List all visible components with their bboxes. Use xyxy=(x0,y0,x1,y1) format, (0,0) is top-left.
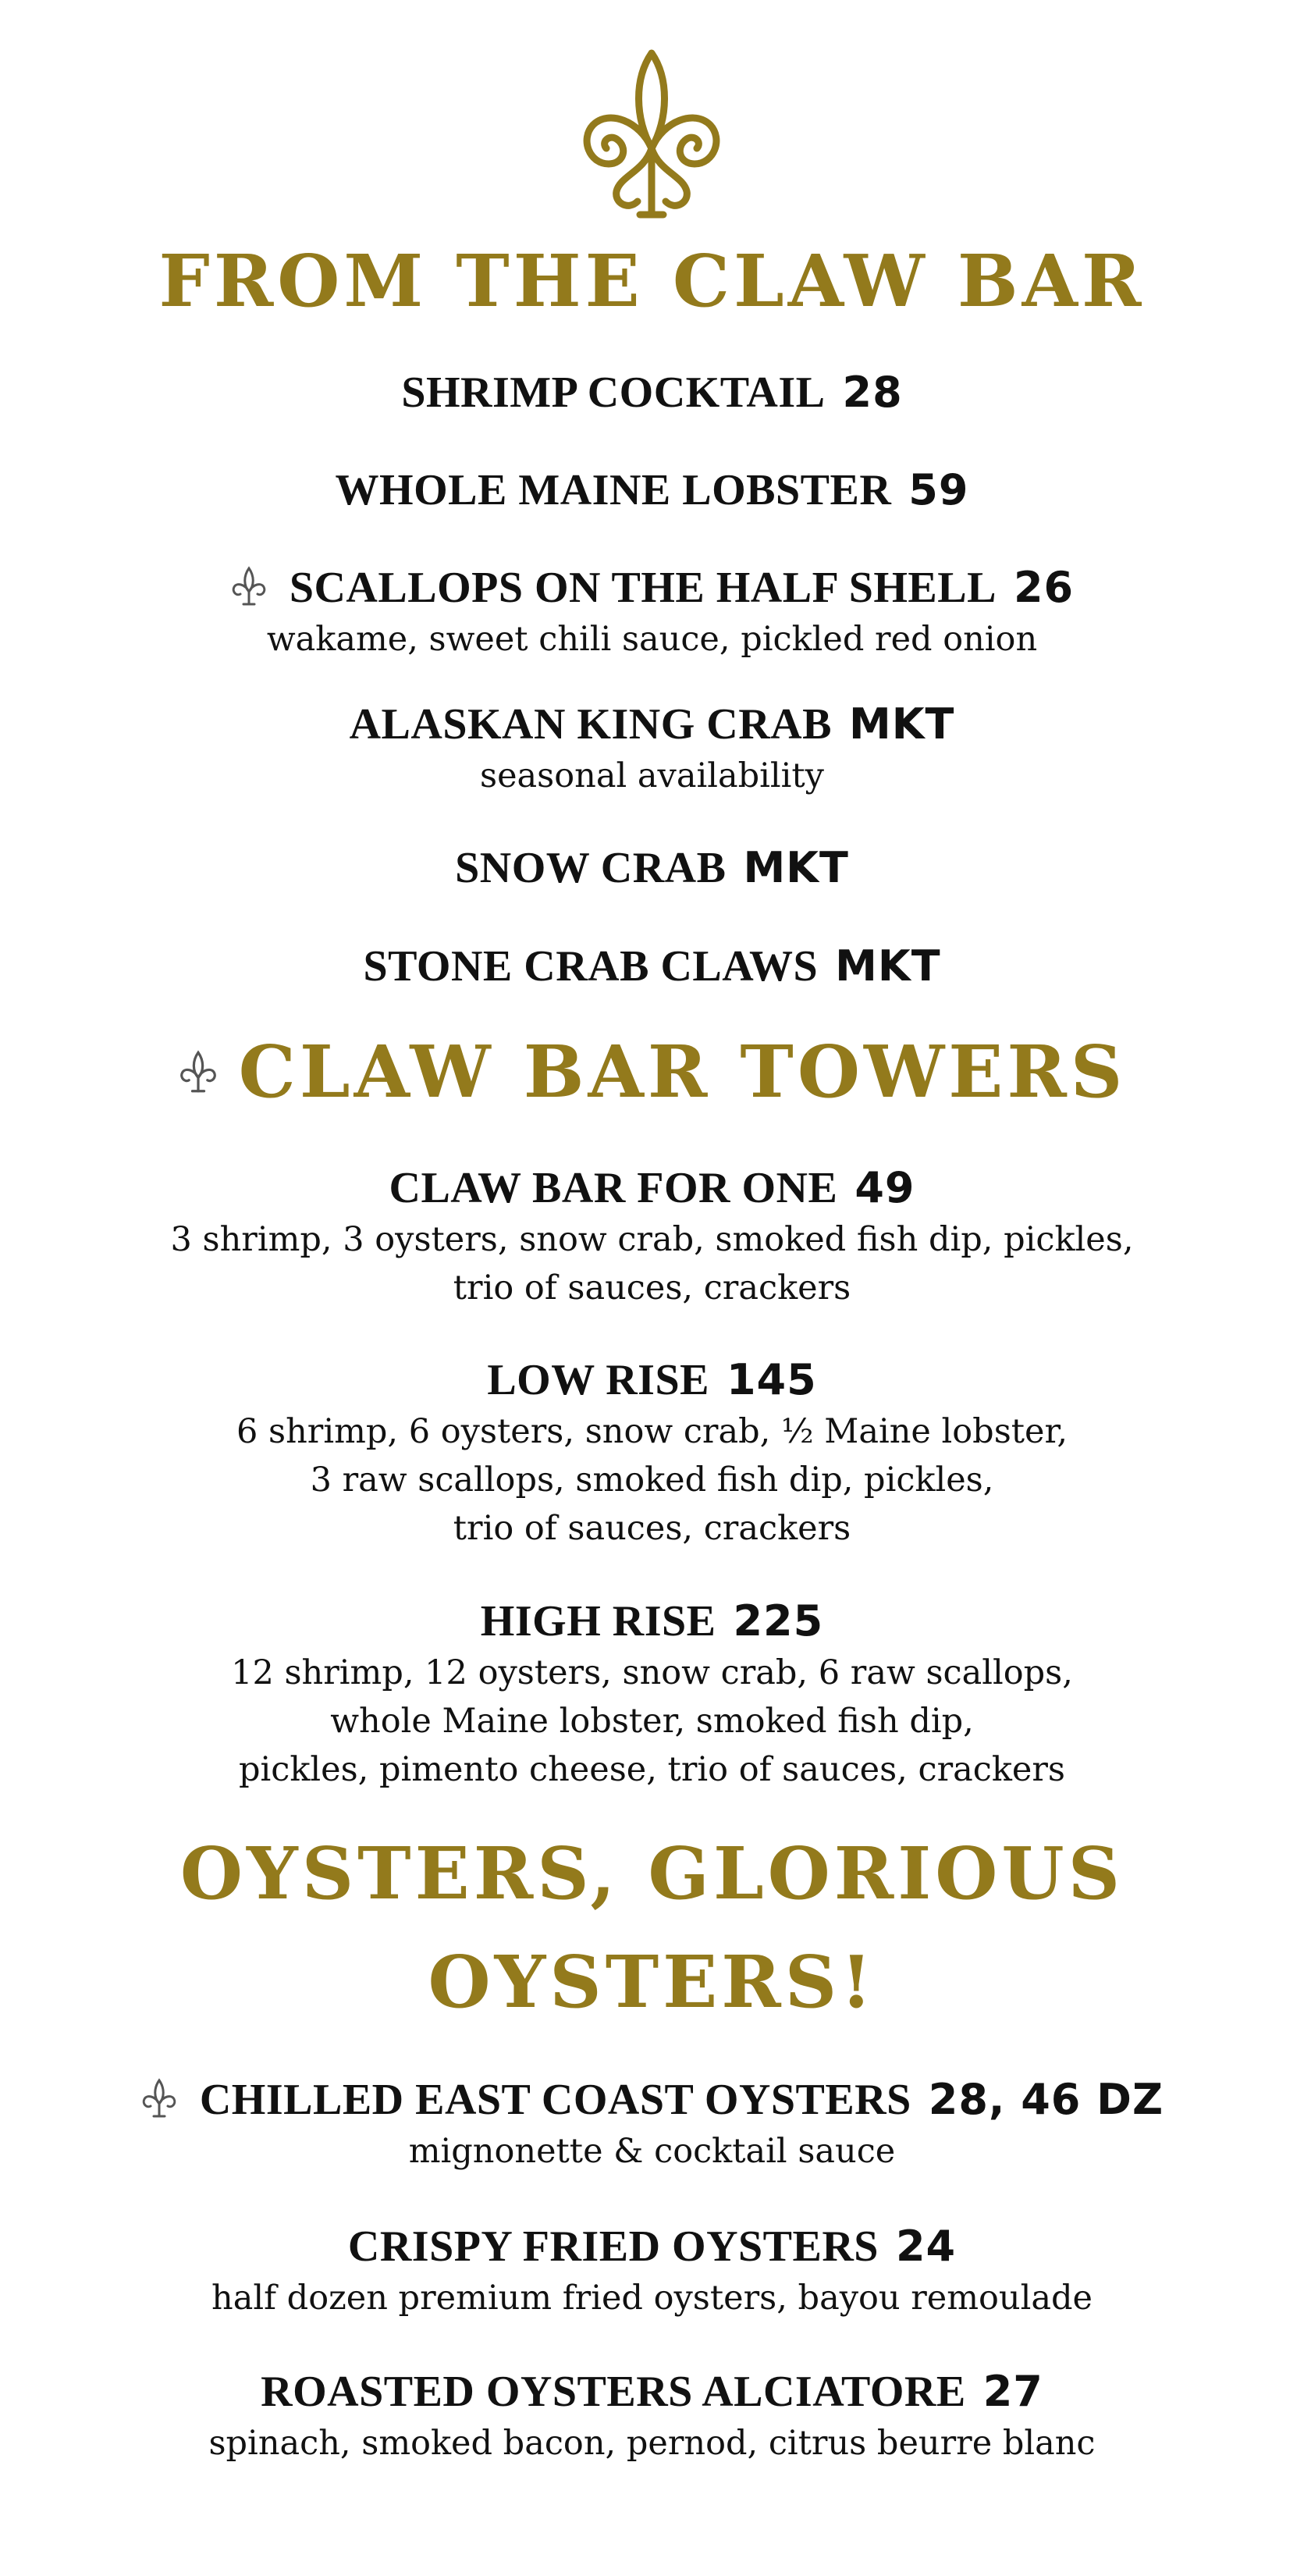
item-name: WHOLE MAINE LOBSTER xyxy=(335,466,892,514)
item-description: seasonal availability xyxy=(480,756,824,795)
item-price: 145 xyxy=(726,1355,817,1404)
menu-item-low-rise xyxy=(0,1353,1304,1553)
item-description-line: whole Maine lobster, smoked fish dip, xyxy=(330,1702,974,1741)
item-description: mignonette & cocktail sauce xyxy=(408,2132,896,2171)
item-name: SCALLOPS ON THE HALF SHELL xyxy=(289,564,997,612)
item-price: 49 xyxy=(855,1163,915,1212)
fleur-de-lis-sprig-icon xyxy=(140,2077,178,2119)
item-price: 28, 46 DZ xyxy=(928,2075,1164,2124)
item-description: wakame, sweet chili sauce, pickled red onion xyxy=(266,620,1038,659)
item-description-line: 3 raw scallops, smoked fish dip, pickles, xyxy=(310,1461,994,1500)
item-description: spinach, smoked bacon, pernod, citrus beurre blanc xyxy=(208,2424,1096,2463)
menu-item-scallops xyxy=(0,560,1304,664)
menu-item-claw-bar-for-one xyxy=(0,1161,1304,1312)
item-description-line: 3 shrimp, 3 oysters, snow crab, smoked fish dip, pickles, xyxy=(170,1220,1134,1259)
section-title-claw-bar: FROM THE CLAW BAR xyxy=(158,239,1146,323)
menu-item-roasted-oysters xyxy=(0,2364,1304,2467)
item-price: MKT xyxy=(743,843,849,892)
menu-item-snow-crab xyxy=(0,841,1304,895)
item-name: CRISPY FRIED OYSTERS xyxy=(347,2222,879,2271)
item-name: CHILLED EAST COAST OYSTERS xyxy=(199,2076,911,2124)
item-name: HIGH RISE xyxy=(480,1597,716,1646)
item-price: 26 xyxy=(1013,563,1075,612)
item-description-line: 12 shrimp, 12 oysters, snow crab, 6 raw scallops, xyxy=(231,1653,1073,1692)
section-title-text: CLAW BAR TOWERS xyxy=(238,1030,1127,1114)
item-description-line: pickles, pimento cheese, trio of sauces, crackers xyxy=(238,1750,1065,1789)
item-description: half dozen premium fried oysters, bayou remoulade xyxy=(211,2279,1093,2318)
menu-item-shrimp-cocktail xyxy=(0,365,1304,420)
section-title-oysters-line-2: OYSTERS! xyxy=(428,1940,876,2024)
item-price: 27 xyxy=(982,2367,1043,2416)
item-description-line: trio of sauces, crackers xyxy=(453,1509,851,1548)
item-name: ROASTED OYSTERS ALCIATORE xyxy=(261,2368,966,2416)
menu-item-whole-maine-lobster xyxy=(0,463,1304,518)
item-price: MKT xyxy=(848,699,955,749)
menu-item-chilled-oysters xyxy=(0,2073,1304,2176)
item-name: LOW RISE xyxy=(487,1356,709,1404)
fleur-de-lis-sprig-icon xyxy=(178,1049,219,1094)
fleur-de-lis-sprig-icon xyxy=(230,565,268,607)
menu-item-alaskan-king-crab xyxy=(0,697,1304,800)
item-price: 59 xyxy=(908,465,969,514)
item-price: 225 xyxy=(733,1596,824,1646)
item-price: 28 xyxy=(842,368,903,417)
menu-item-stone-crab-claws xyxy=(0,939,1304,994)
item-name: SNOW CRAB xyxy=(455,844,727,892)
section-title-towers xyxy=(0,1029,1304,1115)
section-title-oysters-line-1: OYSTERS, GLORIOUS xyxy=(179,1831,1125,1916)
item-price: MKT xyxy=(835,941,941,991)
item-name: SHRIMP COCKTAIL xyxy=(401,368,826,417)
item-name: ALASKAN KING CRAB xyxy=(349,700,832,749)
item-description-line: 6 shrimp, 6 oysters, snow crab, ½ Maine lobster, xyxy=(236,1412,1068,1451)
menu-item-crispy-fried-oysters xyxy=(0,2219,1304,2322)
item-name: STONE CRAB CLAWS xyxy=(363,942,819,991)
item-price: 24 xyxy=(895,2222,957,2271)
item-description-line: trio of sauces, crackers xyxy=(453,1268,851,1308)
menu-item-high-rise xyxy=(0,1594,1304,1794)
fleur-de-lis-logo-icon xyxy=(574,47,730,222)
item-name: CLAW BAR FOR ONE xyxy=(389,1164,838,1212)
